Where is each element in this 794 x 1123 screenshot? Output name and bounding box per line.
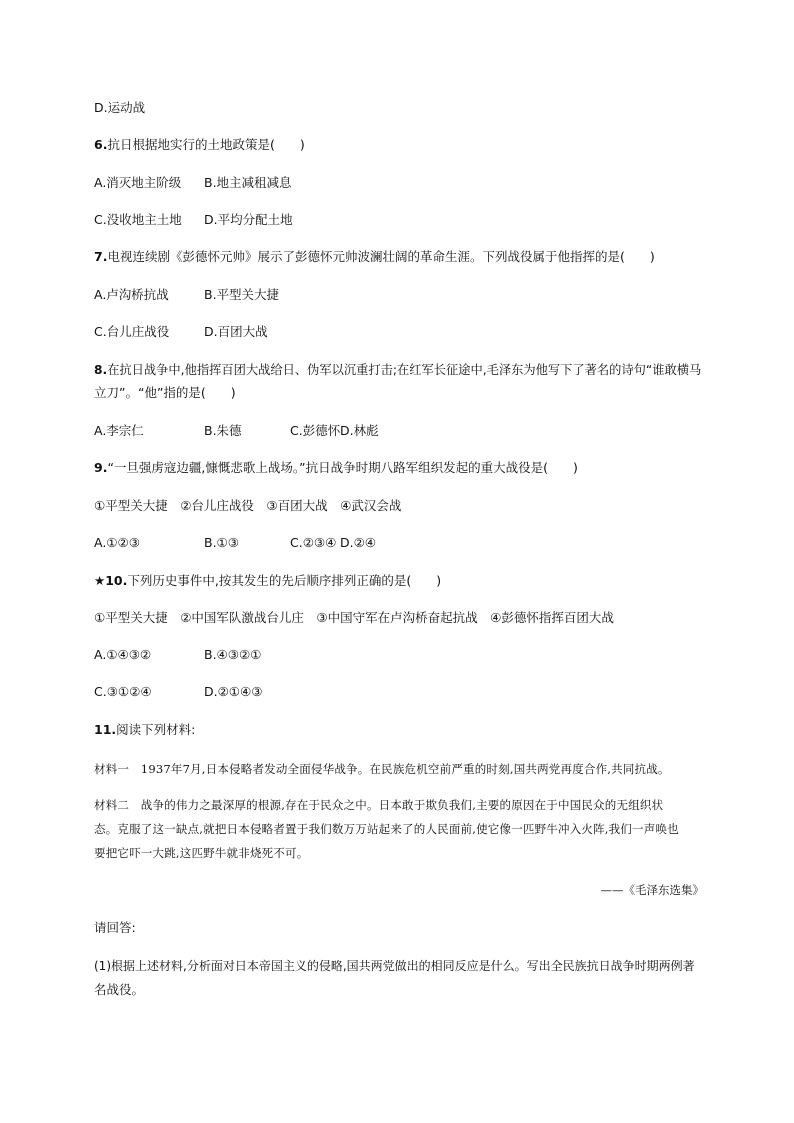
q6-text: 抗日根据地实行的土地政策是( )	[107, 137, 305, 152]
q9-stem	[94, 460, 578, 476]
q11-text: 阅读下列材料:	[116, 722, 196, 737]
q7-stem	[94, 249, 655, 265]
q11-prompt: 请回答:	[94, 920, 136, 935]
q6-option-d: D.平均分配土地	[204, 212, 293, 227]
q6-stem	[94, 137, 305, 153]
q9-options	[94, 535, 376, 551]
q9-items: ①平型关大捷 ②台儿庄战役 ③百团大战 ④武汉会战	[94, 498, 402, 513]
q8-number: 8.	[94, 363, 108, 377]
q9-option-a: A.①②③	[94, 535, 140, 550]
q7-number: 7.	[94, 249, 108, 264]
q6-option-b: B.地主减租减息	[204, 175, 292, 190]
q11-material-2-line1: 材料二 战争的伟力之最深厚的根源,存在于民众之中。日本敢于欺负我们,主要的原因在于中国民众的无组织状	[94, 798, 664, 812]
q7-options-row2	[94, 324, 268, 340]
q8-options	[94, 423, 379, 439]
q7-option-c: C.台儿庄战役	[94, 324, 170, 339]
q11-subquestion-1-line2: 名战役。	[94, 982, 145, 997]
q11-material-2-line2: 态。克服了这一缺点,就把日本侵略者置于我们数万万站起来了的人民面前,使它像一匹野牛冲入火阵,我们一声唤也	[94, 822, 679, 836]
q9-option-b: B.①③	[204, 535, 239, 550]
q7-text: 电视连续剧《彭德怀元帅》展示了彭德怀元帅波澜壮阔的革命生涯。下列战役属于他指挥的是( )	[107, 249, 655, 264]
q8-option-a: A.李宗仁	[94, 423, 144, 438]
q9-option-d: D.②④	[340, 535, 377, 550]
q11-number: 11.	[94, 722, 117, 737]
q8-text-1: 在抗日战争中,他指挥百团大战给日、伪军以沉重打击;在红军长征途中,毛泽东为他写下了著名的诗句“谁敢横马	[107, 363, 702, 377]
q9-option-c: C.②③④	[290, 535, 337, 550]
q5-option-d: D.运动战	[94, 100, 146, 115]
q7-option-d: D.百团大战	[204, 324, 268, 339]
q10-options-row1	[94, 647, 261, 663]
q10-option-a: A.①④③②	[94, 647, 152, 662]
q6-options-row2	[94, 212, 293, 228]
q10-stem	[94, 573, 441, 589]
q10-items: ①平型关大捷 ②中国军队激战台儿庄 ③中国守军在卢沟桥奋起抗战 ④彭德怀指挥百团大战	[94, 610, 614, 625]
q11-stem	[94, 722, 195, 738]
q7-option-a: A.卢沟桥抗战	[94, 287, 169, 302]
q10-number: ★10.	[94, 573, 128, 588]
q6-option-a: A.消灭地主阶级	[94, 175, 182, 190]
q10-options-row2	[94, 684, 262, 700]
q8-stem-line2: 立刀”。“他”指的是( )	[94, 385, 236, 400]
q6-number: 6.	[94, 137, 108, 152]
q11-material-1: 材料一 1937年7月,日本侵略者发动全面侵华战争。在民族危机空前严重的时刻,国共两党再度合作,共同抗战。	[94, 762, 670, 776]
q11-material-2-line3: 要把它吓一大跳,这匹野牛就非烧死不可。	[94, 846, 309, 860]
q6-options-row1	[94, 175, 292, 191]
q10-text: 下列历史事件中,按其发生的先后顺序排列正确的是( )	[127, 573, 442, 588]
q10-option-d: D.②①④③	[204, 684, 263, 699]
q11-subquestion-1-line1: (1)根据上述材料,分析面对日本帝国主义的侵略,国共两党做出的相同反应是什么。写出全民族抗日战争时期两例著	[94, 959, 695, 973]
q9-text: “一旦强虏寇边疆,慷慨悲歌上战场。”抗日战争时期八路军组织发起的重大战役是( )	[107, 460, 578, 475]
q8-option-c: C.彭德怀	[290, 423, 341, 438]
q10-option-c: C.③①②④	[94, 684, 152, 699]
q7-option-b: B.平型关大捷	[204, 287, 280, 302]
q11-source-citation: ——《毛泽东选集》	[600, 883, 704, 897]
q10-option-b: B.④③②①	[204, 647, 262, 662]
q9-number: 9.	[94, 460, 108, 475]
q8-option-d: D.林彪	[340, 423, 379, 438]
q6-option-c: C.没收地主土地	[94, 212, 182, 227]
q8-stem-line1	[94, 362, 701, 378]
q7-options-row1	[94, 287, 279, 303]
q8-option-b: B.朱德	[204, 423, 242, 438]
